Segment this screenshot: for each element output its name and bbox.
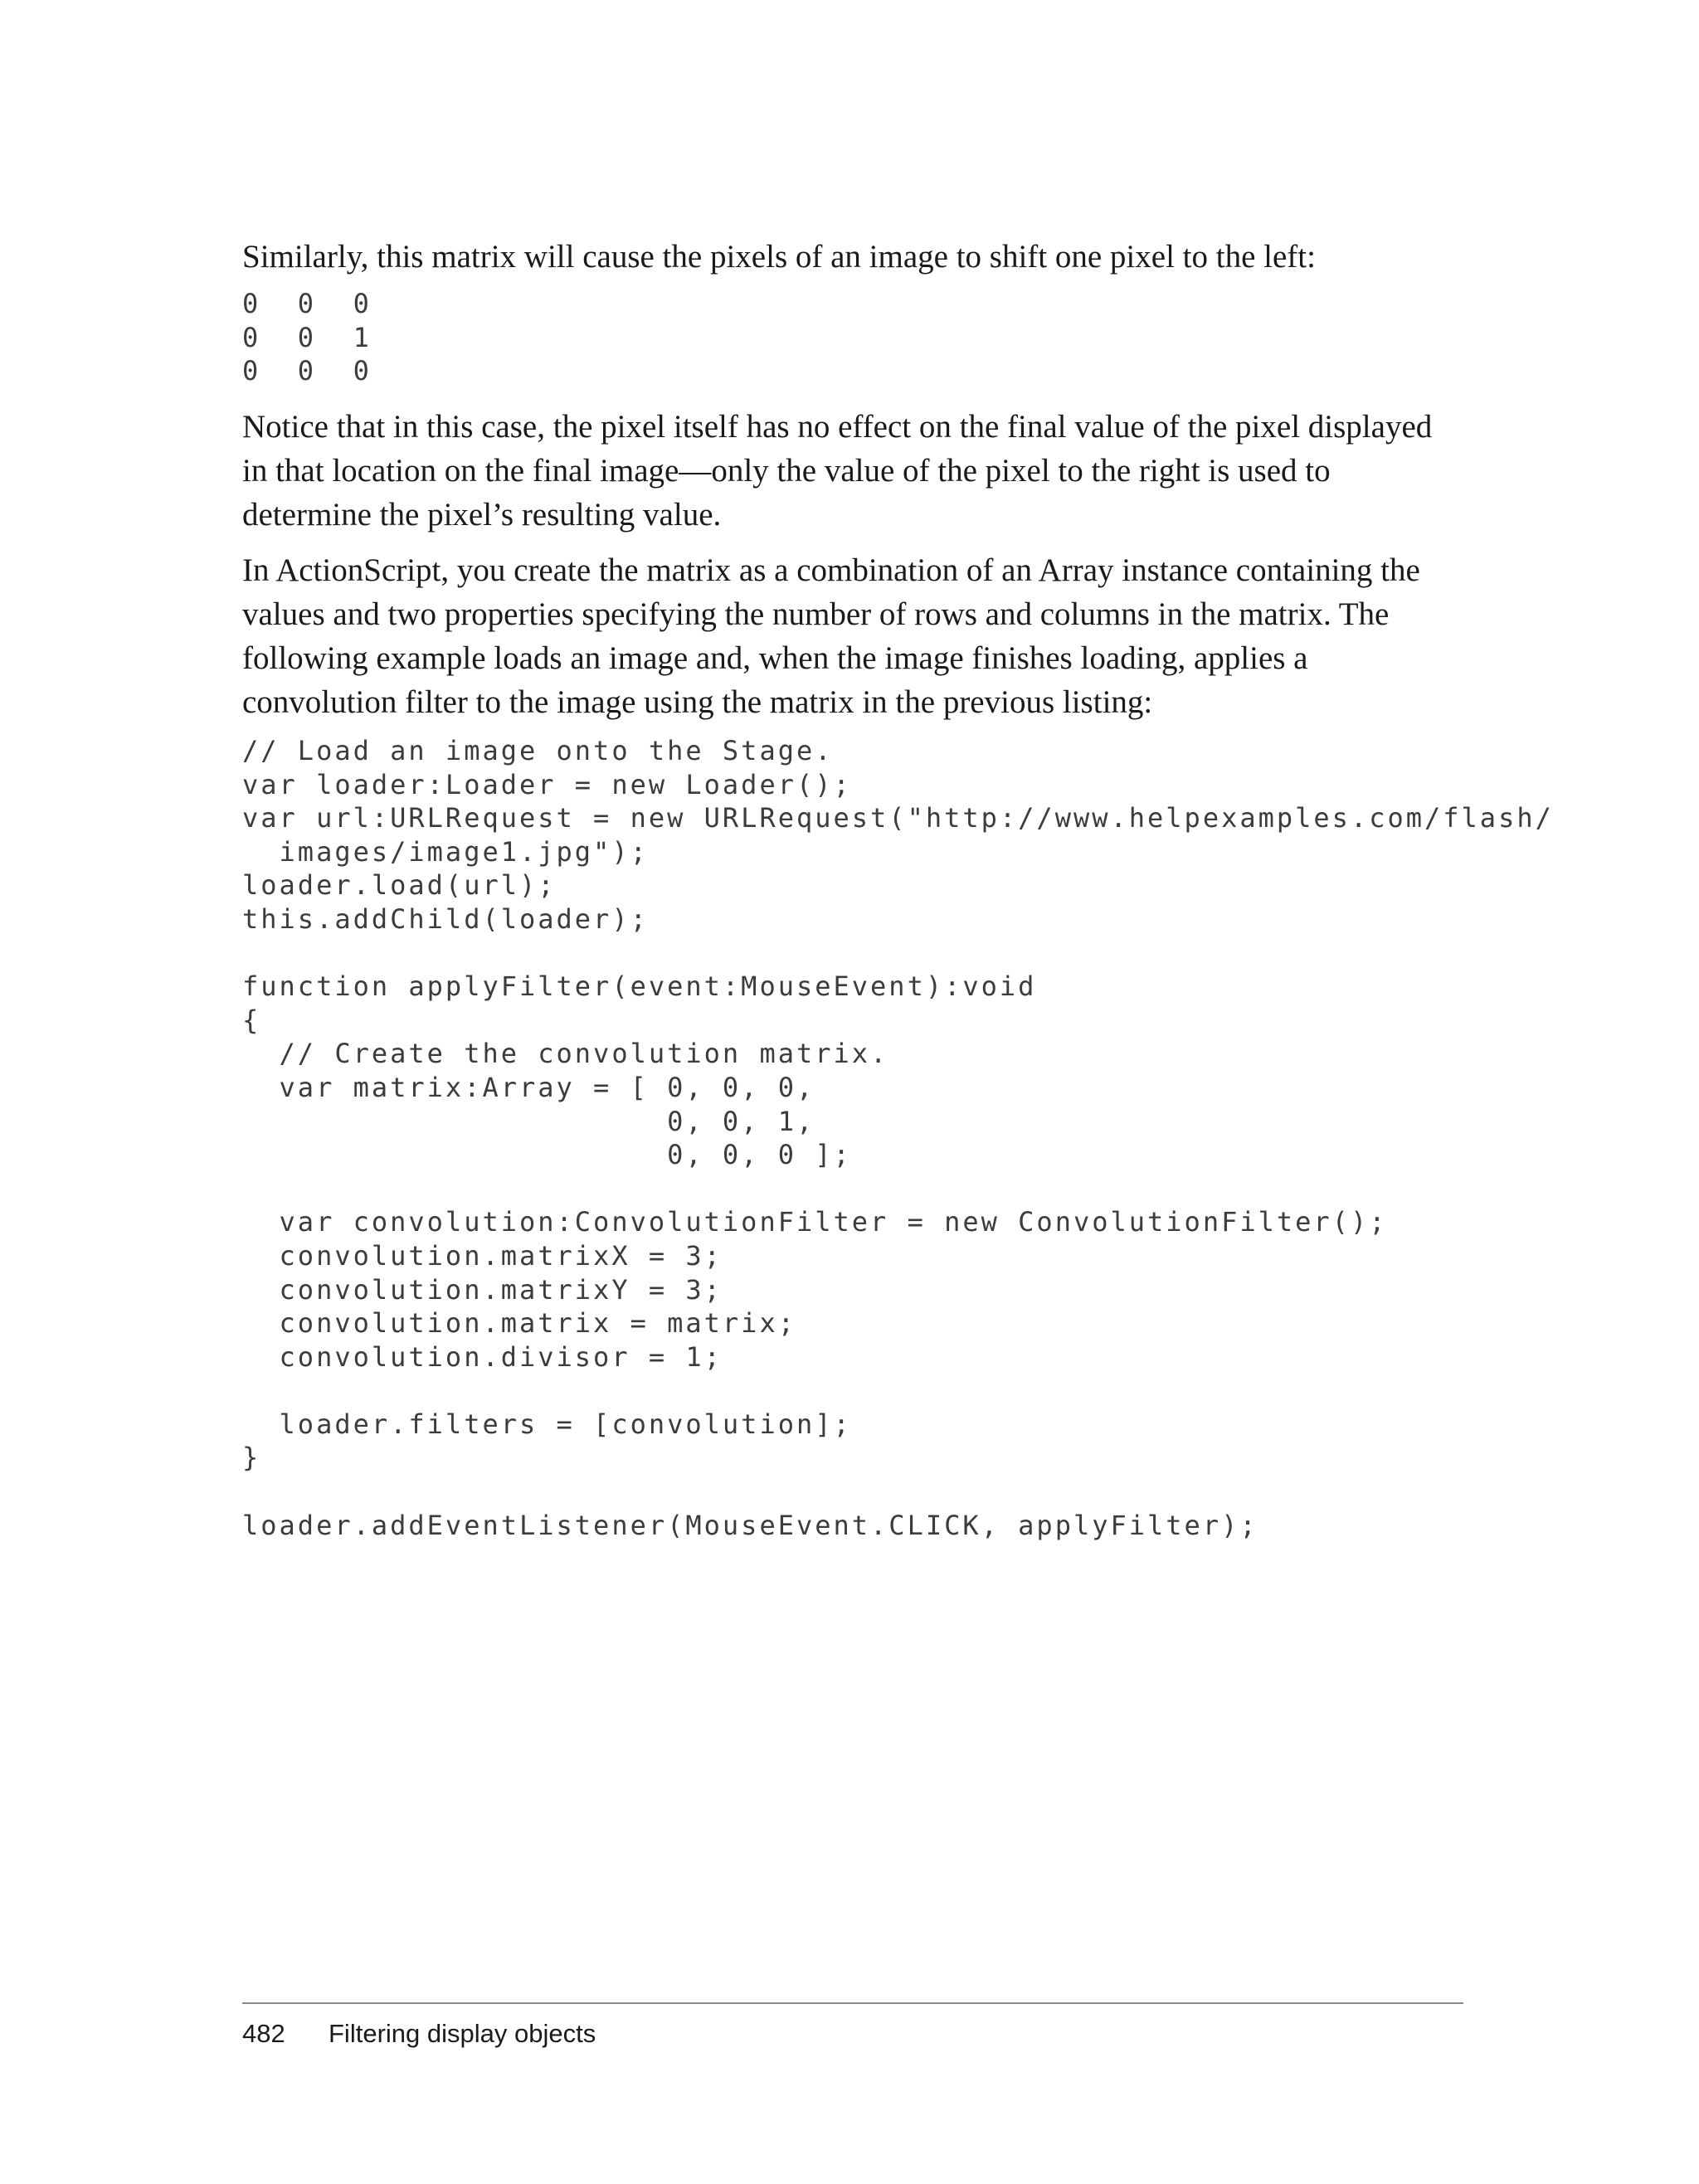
code-listing: // Load an image onto the Stage. var loader:Loader = new Loader(); var url:URLRequest = new URLRequest("http://www.helpexamples.com/flash/ images/image1.jpg"); loader.load(url); this.addChild(loader); function applyFilter(event:MouseEvent):void { // Create the convolution matrix. var matrix:Array = [ 0, 0, 0, 0, 0, 1, 0, 0, 0 ]; var convolution:ConvolutionFilter = new ConvolutionFilter(); convolution.matrixX = 3; convolution.matrixY = 3; convolution.matrix = matrix; convolution.divisor = 1; loader.filters = [convolution]; } loader.addEventListener(MouseEvent.CLICK, applyFilter); [242,735,1554,1541]
actionscript-paragraph: In ActionScript, you create the matrix as a combination of an Array instance containing the values and two properties specifying the number of rows and columns in the matrix. The following example loads an image and, when the image finishes loading, applies a convolution filter to the image using the matrix in the previous listing: [242,552,1420,720]
matrix-listing: 0 0 0 0 0 1 0 0 0 [242,288,372,387]
explanation-paragraph: Notice that in this case, the pixel itself has no effect on the final value of the pixel displayed in that location on the final image—only the value of the pixel to the right is used to determine the pixel’s resulting value. [242,409,1433,533]
intro-paragraph: Similarly, this matrix will cause the pixels of an image to shift one pixel to the left: [242,239,1316,275]
footer-section-title: Filtering display objects [329,2019,596,2048]
page-number: 482 [242,2019,285,2048]
footer-divider [242,2002,1463,2004]
